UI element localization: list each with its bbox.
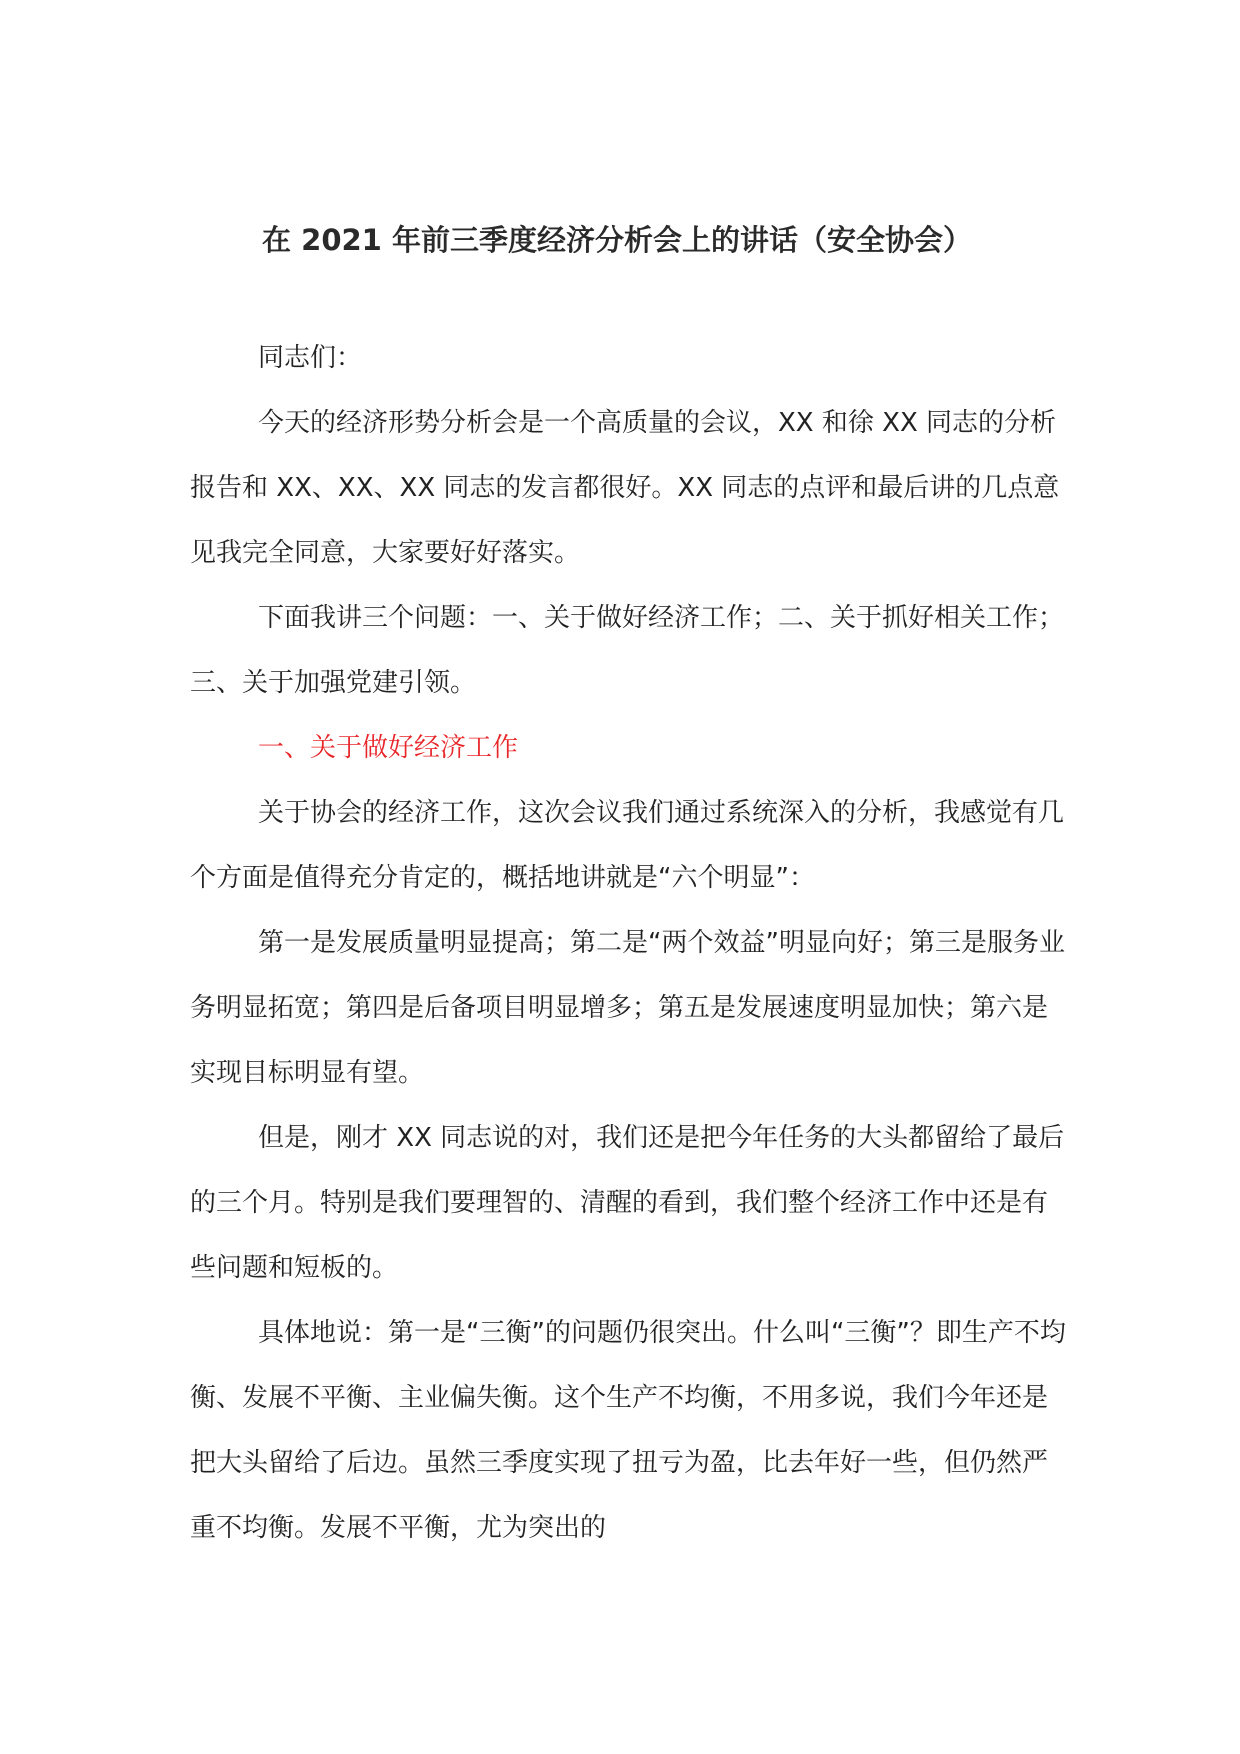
body-paragraph: 但是，刚才 XX 同志说的对，我们还是把今年任务的大头都留给了最后的三个月。特别是我们要理智的、清醒的看到，我们整个经济工作中还是有些问题和短板的。 (190, 1123, 1065, 1283)
document-title: 在 2021 年前三季度经济分析会上的讲话（安全协会） (262, 223, 972, 257)
section-heading: 一、关于做好经济工作 (258, 733, 519, 763)
body-paragraph: 第一是发展质量明显提高；第二是“两个效益”明显向好；第三是服务业务明显拓宽；第四是后备项目明显增多；第五是发展速度明显加快；第六是实现目标明显有望。 (190, 928, 1065, 1088)
body-paragraph: 具体地说：第一是“三衡”的问题仍很突出。什么叫“三衡”？即生产不均衡、发展不平衡、主业偏失衡。这个生产不均衡，不用多说，我们今年还是把大头留给了后边。虽然三季度实现了扭亏为盈，比去年好一些，但仍然严重不均衡。发展不平衡，尤为突出的 (190, 1318, 1066, 1543)
greeting-paragraph: 同志们： (258, 343, 363, 373)
body-paragraph: 今天的经济形势分析会是一个高质量的会议，XX 和徐 XX 同志的分析报告和 XX、XX、XX 同志的发言都很好。XX 同志的点评和最后讲的几点意见我完全同意，大家要好好落实。 (190, 408, 1060, 568)
body-paragraph: 下面我讲三个问题：一、关于做好经济工作；二、关于抓好相关工作；三、关于加强党建引领。 (190, 603, 1065, 698)
document-body (190, 326, 1070, 1561)
body-paragraph: 关于协会的经济工作，这次会议我们通过系统深入的分析，我感觉有几个方面是值得充分肯定的，概括地讲就是“六个明显”： (190, 798, 1065, 893)
